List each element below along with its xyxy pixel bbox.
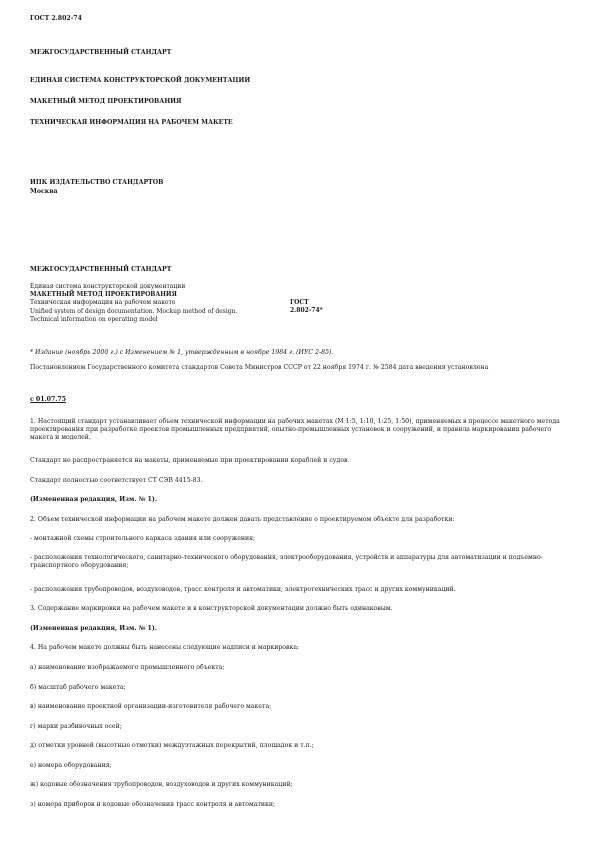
- paragraph-13: б) масштаб рабочего макета;: [30, 684, 126, 691]
- title-block-line-2: МАКЕТНЫЙ МЕТОД ПРОЕКТИРОВАНИЯ: [30, 291, 177, 299]
- title-block-line-4: Unified system of design documentation. Mockup method of design.: [30, 307, 238, 315]
- paragraph-19: з) номера приборов и кодовые обозначения трасс контроля и автоматики;: [30, 801, 276, 808]
- doc-id: ГОСТ 2.802-74: [30, 15, 82, 22]
- paragraph-4: (Измененная редакция, Изм. № 1).: [30, 496, 157, 503]
- paragraph-17: е) номера оборудования;: [30, 762, 112, 769]
- paragraph-11: 4. На рабочем макете должны быть нанесены следующие надписи и маркировка:: [30, 644, 300, 651]
- standard-header-2: МЕЖГОСУДАРСТВЕННЫЙ СТАНДАРТ: [30, 266, 172, 273]
- paragraph-3: Стандарт полностью соответствует СТ СЭВ 4415-83.: [30, 477, 203, 484]
- paragraph-8: - расположения трубопроводов, воздуховодов, трасс контроля и автоматики, электротехнических трасс и других коммуникаций.: [30, 586, 456, 593]
- title-block: [30, 283, 290, 324]
- paragraph-14: в) наименование проектной организации-изготовителя рабочего макета;: [30, 703, 272, 710]
- paragraph-6: - монтажной схемы строительного каркаса здания или сооружения;: [30, 535, 256, 542]
- system-title: ЕДИНАЯ СИСТЕМА КОНСТРУКТОРСКОЙ ДОКУМЕНТАЦИИ: [30, 77, 251, 84]
- paragraph-5: 2. Объем технической информации на рабочем макете должен давать представление о проектируемом объекте для разработки:: [30, 516, 455, 523]
- paragraph-9: 3. Содержание маркировки на рабочем макете и в конструкторской документации должно быть одинаковым.: [30, 605, 393, 612]
- method-title: МАКЕТНЫЙ МЕТОД ПРОЕКТИРОВАНИЯ: [30, 98, 182, 105]
- date-intro: с 01.07.75: [30, 396, 67, 403]
- paragraph-15: г) марки разбивочных осей;: [30, 723, 122, 730]
- gost-designation: [290, 299, 323, 315]
- title-block-line-1: Единая система конструкторской документации: [30, 283, 186, 290]
- paragraph-12: а) наименование изображаемого промышленного объекта;: [30, 664, 225, 671]
- paragraph-18: ж) кодовые обозначения трубопроводов, воздуховодов и других коммуникаций;: [30, 781, 293, 788]
- title-block-line-3: Техническая информация на рабочем макете: [30, 299, 176, 307]
- publisher: ИПК ИЗДАТЕЛЬСТВО СТАНДАРТОВ: [30, 179, 164, 186]
- paragraph-2: Стандарт не распространяется на макеты, применяемые при проектировании кораблей и судов.: [30, 457, 350, 464]
- gost-number: 2.802-74*: [290, 307, 323, 315]
- decree-text: Постановлением Государственного комитета стандартов Совета Министров СССР от 22 ноября 1974 г. № 2584 дата введения установлена: [30, 364, 489, 371]
- paragraph-10: (Измененная редакция, Изм. № 1).: [30, 625, 157, 632]
- info-title: ТЕХНИЧЕСКАЯ ИНФОРМАЦИЯ НА РАБОЧЕМ МАКЕТЕ: [30, 119, 233, 126]
- standard-header: МЕЖГОСУДАРСТВЕННЫЙ СТАНДАРТ: [30, 49, 172, 56]
- title-block-line-5: Technical information on operating model: [30, 315, 158, 323]
- paragraph-1: 1. Настоящий стандарт устанавливает объем технической информации на рабочих макетах (М 1:5, 1:10, 1:25, 1:50), применяемых в процессе макетного метода проектирования при разработке проектов промышленных предприятий, опытно-промышленных установок и сооружений, и правила маркирования рабочего макета и моделей.: [30, 418, 560, 441]
- paragraph-7: - расположения технологического, санитарно-технического оборудования, электрооборудования, устройств и аппаратуры для автоматизации и подъемно-транспортного оборудования;: [30, 554, 543, 569]
- edition-note: * Издание (ноябрь 2000 г.) с Изменением № 1, утвержденным в ноябре 1984 г. (ИУС 2-85).: [30, 349, 334, 356]
- paragraph-16: д) отметки уровней (высотные отметки) междуэтажных перекрытий, площадок и т.п.;: [30, 742, 314, 749]
- gost-label: ГОСТ: [290, 299, 309, 306]
- city: Москва: [30, 188, 58, 195]
